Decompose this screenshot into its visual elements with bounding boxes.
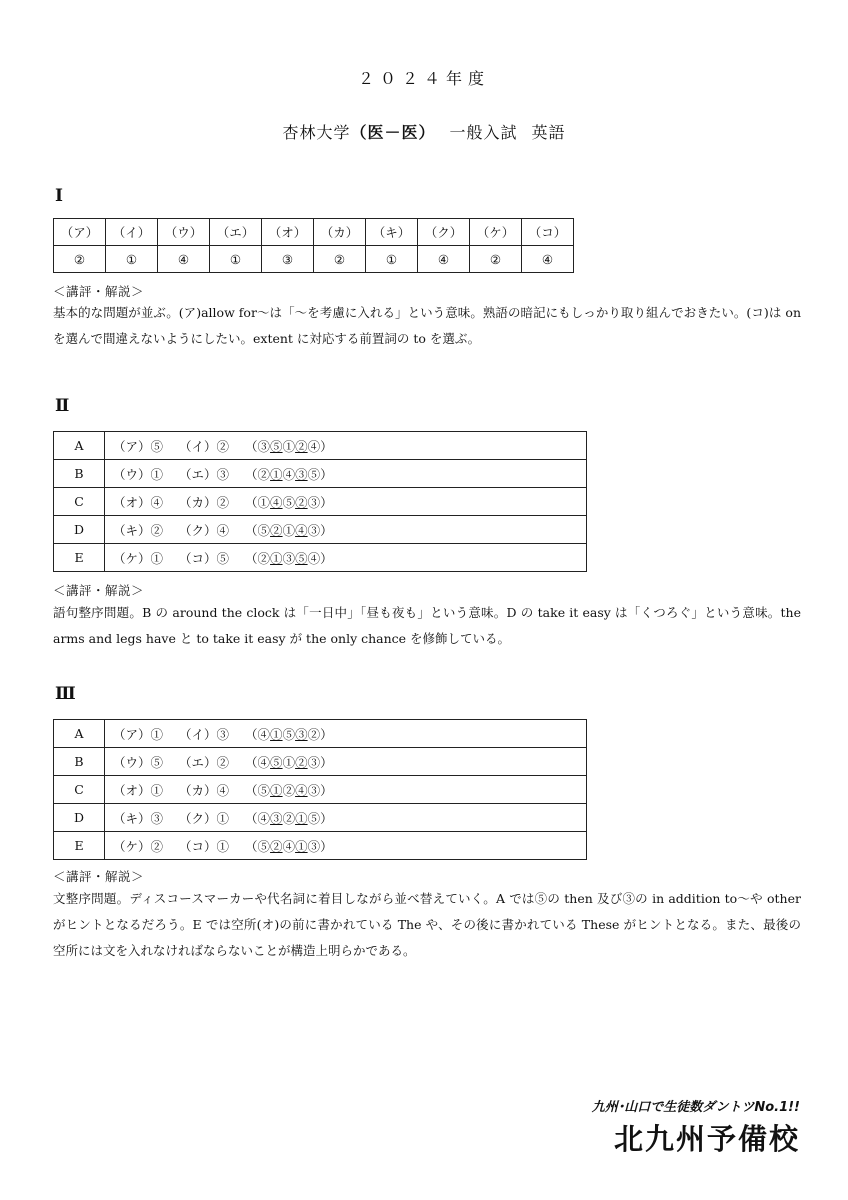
row-answer: （キ）③ （ク）① （④③②①⑤） bbox=[105, 804, 587, 832]
row-answer: （ウ）① （エ）③ （②①④③⑤） bbox=[105, 460, 587, 488]
section-3-commentary: 文整序問題。ディスコースマーカーや代名詞に着目しながら並べ替えていく。A では⑤の then 及び③の in addition to～や other がヒントとなるだろう。E では空所(オ)の前に書かれている The や、その後に書かれている These がヒントとなる。また、最後の空所には文を入れなければならないことが構造上明らかである。 bbox=[53, 891, 801, 958]
row-answer: （キ）② （ク）④ （⑤②①④③） bbox=[105, 516, 587, 544]
question-label: （ク） bbox=[418, 219, 470, 246]
table-row bbox=[54, 776, 587, 804]
question-label: （オ） bbox=[262, 219, 314, 246]
row-answer: （ケ）① （コ）⑤ （②①③⑤④） bbox=[105, 544, 587, 572]
question-label: （エ） bbox=[210, 219, 262, 246]
table-row bbox=[54, 516, 587, 544]
question-label: （イ） bbox=[106, 219, 158, 246]
section-2-answer-table bbox=[53, 431, 587, 572]
school-logo bbox=[560, 1096, 800, 1158]
section-1-answer-table bbox=[53, 218, 574, 273]
answer-cell: ② bbox=[314, 246, 366, 273]
row-label: E bbox=[54, 832, 105, 860]
row-label: B bbox=[54, 748, 105, 776]
exam-type: 一般入試 bbox=[449, 123, 518, 142]
answer-cell: ① bbox=[366, 246, 418, 273]
row-label: E bbox=[54, 544, 105, 572]
question-label: （ケ） bbox=[470, 219, 522, 246]
row-label: B bbox=[54, 460, 105, 488]
university-name: 杏林大学 bbox=[282, 123, 351, 142]
table-row bbox=[54, 488, 587, 516]
row-label: C bbox=[54, 488, 105, 516]
row-label: A bbox=[54, 432, 105, 460]
row-answer: （ア）① （イ）③ （④①⑤③②） bbox=[105, 720, 587, 748]
exam-title bbox=[0, 120, 848, 143]
department-name: （医－医） bbox=[350, 123, 436, 142]
row-label: D bbox=[54, 516, 105, 544]
row-label: C bbox=[54, 776, 105, 804]
exam-year: ２０２４年度 bbox=[357, 69, 490, 88]
section-1-heading: Ⅰ bbox=[55, 186, 63, 206]
table-row bbox=[54, 544, 587, 572]
exam-subject: 英語 bbox=[531, 123, 566, 142]
logo-name: 北九州予備校 bbox=[613, 1122, 800, 1156]
table-row bbox=[54, 720, 587, 748]
question-label: （キ） bbox=[366, 219, 418, 246]
question-label: （ウ） bbox=[158, 219, 210, 246]
section-3-answer-table bbox=[53, 719, 587, 860]
answer-cell: ④ bbox=[522, 246, 574, 273]
section-1-commentary-label: ＜講評・解説＞ bbox=[53, 284, 145, 299]
table-row bbox=[54, 832, 587, 860]
logo-tagline: 九州･山口で生徒数ダントツNo.1!! bbox=[591, 1100, 800, 1115]
section-2-commentary-label: ＜講評・解説＞ bbox=[53, 583, 145, 598]
row-answer: （オ）① （カ）④ （⑤①②④③） bbox=[105, 776, 587, 804]
answer-cell: ② bbox=[54, 246, 106, 273]
section-2-heading: Ⅱ bbox=[55, 396, 70, 416]
row-answer: （ウ）⑤ （エ）② （④⑤①②③） bbox=[105, 748, 587, 776]
row-label: A bbox=[54, 720, 105, 748]
answer-cell: ③ bbox=[262, 246, 314, 273]
row-answer: （ケ）② （コ）① （⑤②④①③） bbox=[105, 832, 587, 860]
answer-cell: ② bbox=[470, 246, 522, 273]
section-3-heading: Ⅲ bbox=[55, 684, 76, 704]
answer-cell: ④ bbox=[418, 246, 470, 273]
question-label: （コ） bbox=[522, 219, 574, 246]
answer-cell: ① bbox=[210, 246, 262, 273]
question-label: （カ） bbox=[314, 219, 366, 246]
table-row bbox=[54, 804, 587, 832]
section-2-commentary: 語句整序問題。B の around the clock は「一日中」「昼も夜も」という意味。D の take it easy は「くつろぐ」という意味。the arms and legs have と to take it easy が the only chance を修飾している。 bbox=[53, 605, 801, 646]
row-answer: （オ）④ （カ）② （①④⑤②③） bbox=[105, 488, 587, 516]
answer-cell: ④ bbox=[158, 246, 210, 273]
table-row bbox=[54, 432, 587, 460]
table-row bbox=[54, 460, 587, 488]
question-label: （ア） bbox=[54, 219, 106, 246]
section-1-commentary: 基本的な問題が並ぶ。(ア)allow for～は「～を考慮に入れる」という意味。熟語の暗記にもしっかり取り組んでおきたい。(コ)は on を選んで間違えないようにしたい。extent に対応する前置詞の to を選ぶ。 bbox=[53, 305, 801, 346]
row-label: D bbox=[54, 804, 105, 832]
row-answer: （ア）⑤ （イ）② （③⑤①②④） bbox=[105, 432, 587, 460]
table-row bbox=[54, 748, 587, 776]
answer-cell: ① bbox=[106, 246, 158, 273]
section-3-commentary-label: ＜講評・解説＞ bbox=[53, 869, 145, 884]
